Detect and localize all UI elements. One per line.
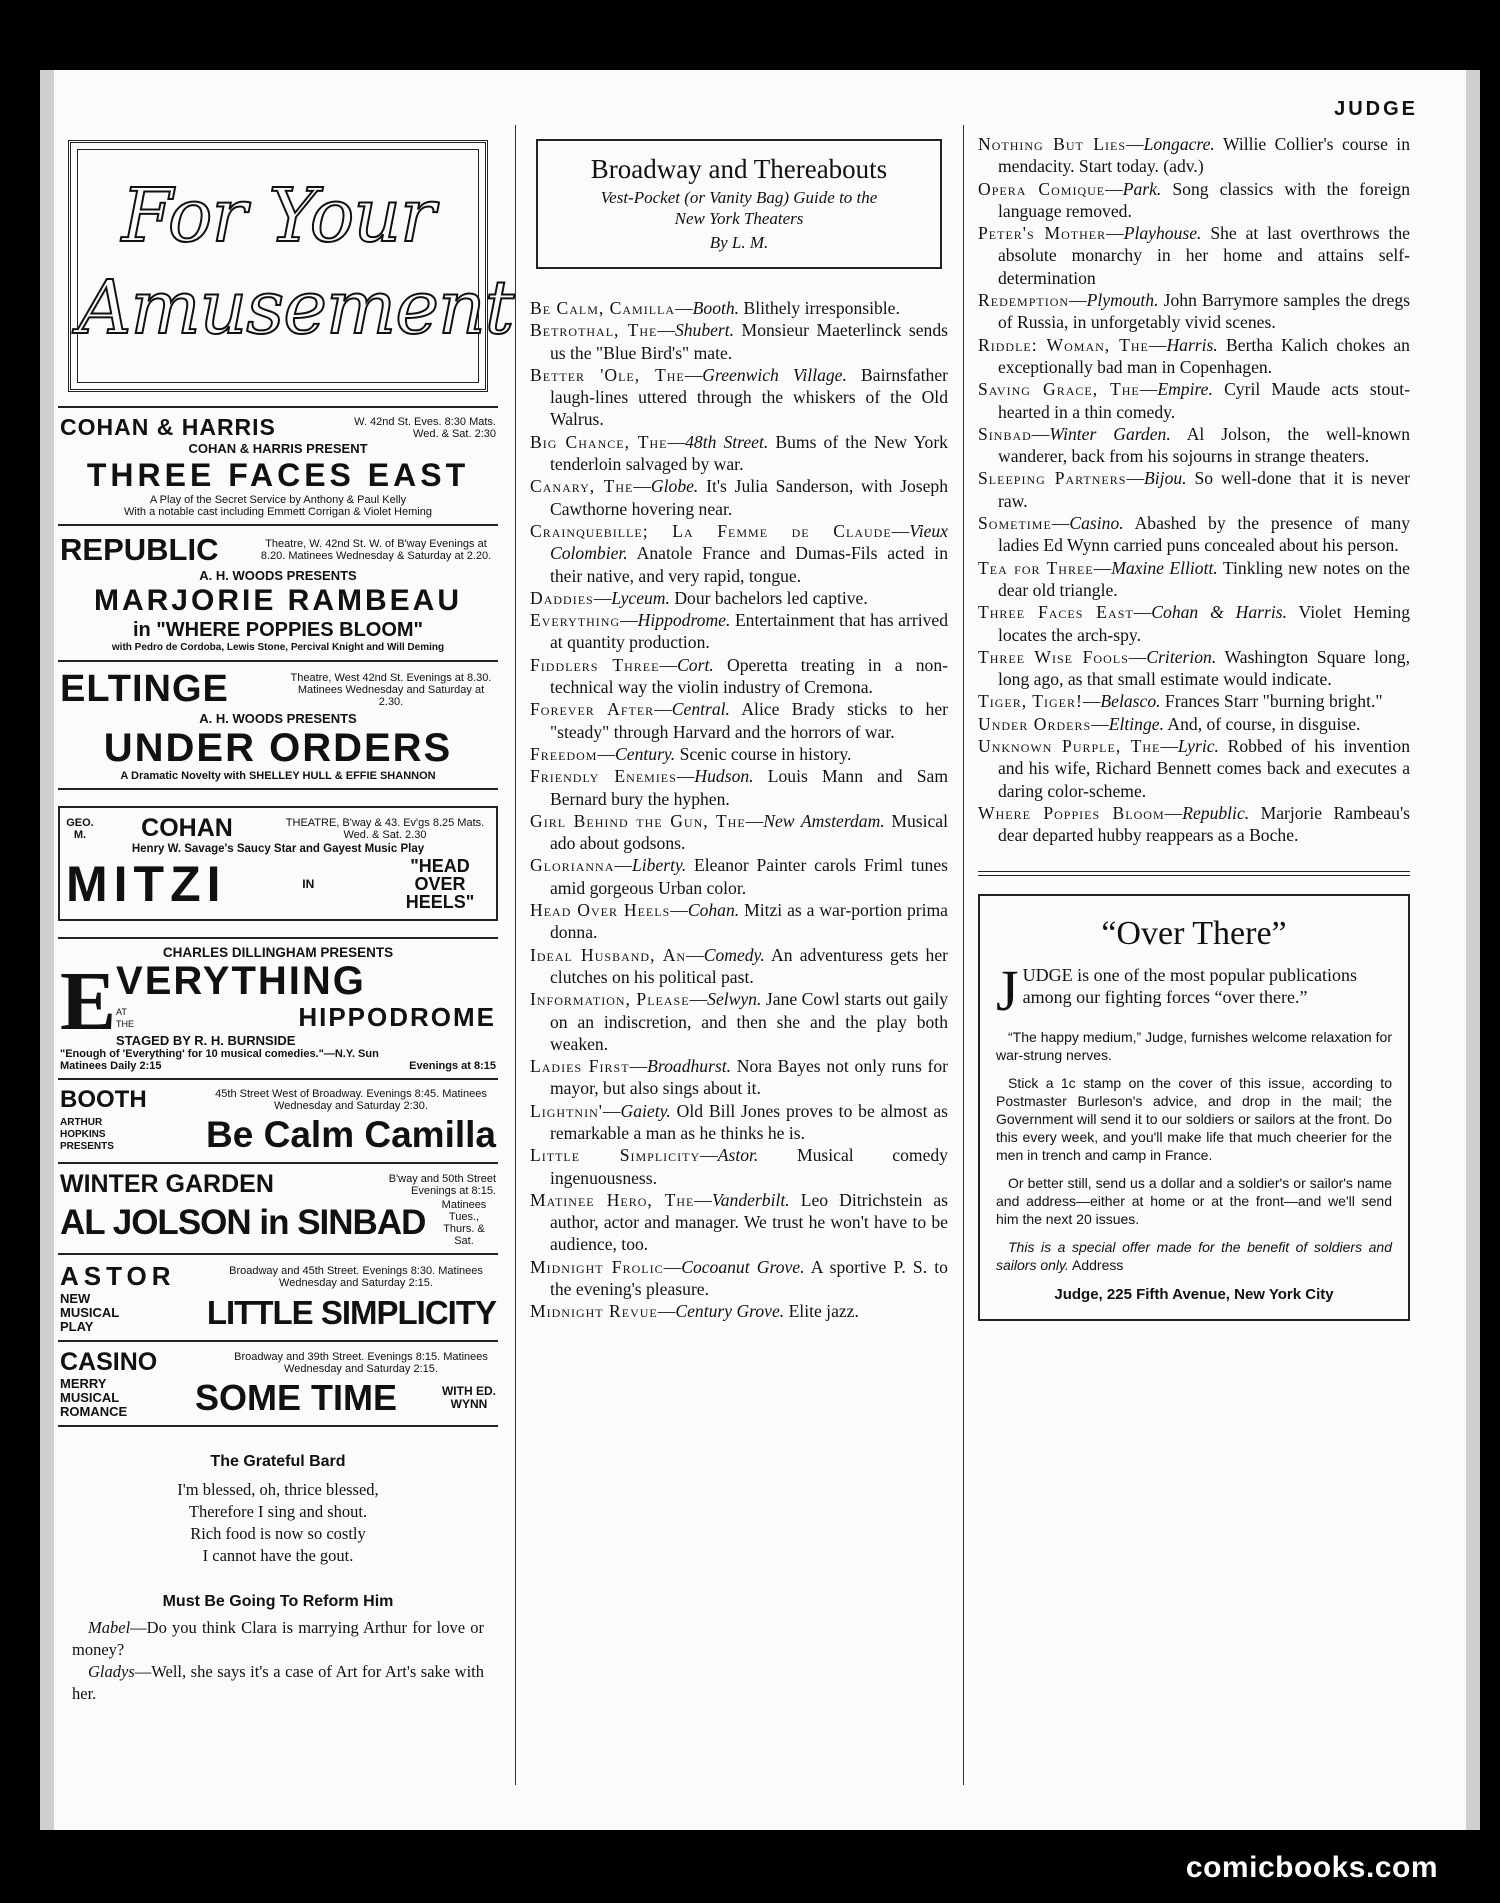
entry-theater: Central. (671, 699, 730, 720)
entry-theater: Winter Garden. (1049, 423, 1171, 444)
ad-matinees: Matinees Daily 2:15 (60, 1060, 162, 1072)
ad-quote: "Enough of 'Everything' for 10 musical comedies."—N.Y. Sun (60, 1048, 379, 1060)
guide-entry: Redemption—Plymouth. John Barrymore samples the dregs of Russia, in unforgetably vivid scenes. (978, 290, 1410, 333)
entry-theater: Vanderbilt. (711, 1189, 790, 1210)
joke-speaker: Mabel (88, 1618, 131, 1637)
entry-review: John Barrymore samples the dregs of Russia, in unforgetably vivid scenes. (998, 290, 1410, 333)
ad-play: THREE FACES EAST (86, 457, 470, 493)
entry-play-name: Opera Comique (978, 178, 1106, 199)
entry-review: It's Julia Sanderson, with Joseph Cawthorne hovering near. (550, 476, 948, 519)
entry-play-name: Midnight Revue (530, 1301, 658, 1322)
entry-review: And, of course, in disguise. (1167, 713, 1361, 734)
entry-theater: Vieux Colombier. (550, 520, 948, 564)
ad-booth (58, 1078, 498, 1162)
ad-desc: A Play of the Secret Service by Anthony & Paul Kelly (149, 494, 407, 506)
guide-entry: Matinee Hero, The—Vanderbilt. Leo Ditrichstein as author, actor and manager. We trust he won't have to be audience, too. (530, 1189, 948, 1255)
entry-play-name: Everything (530, 610, 621, 631)
double-rule (978, 871, 1410, 876)
entry-play-name: Big Chance, The (530, 431, 668, 452)
guide-entry: Unknown Purple, The—Lyric. Robbed of his invention and his wife, Richard Bennett comes back and executes a daring color-scheme. (978, 736, 1410, 801)
entry-theater: Hippodrome. (637, 610, 731, 631)
entry-review: Al Jolson, the well-known wanderer, back from his sojourns in strange theaters. (998, 423, 1410, 467)
guide-entry: Sleeping Partners—Bijou. So well-done that it is never raw. (978, 468, 1411, 511)
entry-play-name: Glorianna (530, 855, 615, 876)
ad-info: 45th Street West of Broadway. Evenings 8:45. Matinees Wednesday and Saturday 2:30. (215, 1088, 487, 1112)
guide-entry: Big Chance, The—48th Street. Bums of the New York tenderloin salvaged by war. (530, 431, 948, 475)
ad-astor (58, 1253, 498, 1340)
entry-theater: Selwyn. (707, 989, 762, 1010)
joke-speaker: Gladys (88, 1662, 135, 1681)
ad-evenings: Evenings at 8:15 (409, 1060, 496, 1072)
entry-theater: Empire. (1157, 379, 1213, 400)
entry-play-name: Better 'Ole, The (530, 364, 685, 385)
ad-theater: ASTOR (60, 1261, 176, 1291)
entry-theater: 48th Street. (685, 431, 769, 452)
ad-play: SOME TIME (194, 1377, 397, 1418)
ad-theater: CASINO (60, 1348, 158, 1376)
entry-review: A sportive P. S. to the evening's pleasure. (550, 1256, 948, 1300)
entry-review: Abashed by the presence of many ladies Ed Wynn carried puns concealed about his person. (998, 513, 1410, 556)
guide-entry: Forever After—Central. Alice Brady sticks to her "steady" through Harvard and the horrors of war. (530, 699, 948, 742)
entry-play-name: Tea for Three (978, 557, 1094, 578)
entry-theater: Cohan & Harris. (1151, 602, 1287, 623)
entry-review: Eleanor Painter carols Friml tunes amid gorgeous Urban color. (550, 855, 948, 898)
entry-play-name: Ladies First (530, 1056, 630, 1077)
entry-review: Song classics with the foreign language removed. (998, 178, 1410, 221)
amusement-title-line2: Amusement (78, 265, 514, 351)
ad-info: Theatre, West 42nd St. Evenings at 8.30. Matinees Wednesday and Saturday at 2.30. (290, 671, 492, 708)
joke-line (72, 1661, 484, 1705)
entry-theater: Booth. (692, 298, 740, 318)
entry-review: Marjorie Rambeau's dear departed hubby reappears as a Boche. (998, 802, 1410, 846)
entry-review: Musical comedy ingenuousness. (550, 1145, 948, 1188)
entry-review: Nora Bayes not only runs for mayor, but also sings about it. (550, 1056, 948, 1099)
guide-entry: Tiger, Tiger!—Belasco. Frances Starr "burning bright." (978, 691, 1383, 712)
amusement-title-line1: For Your (121, 173, 435, 259)
guide-entry: Everything—Hippodrome. Entertainment that has arrived at quantity production. (530, 610, 948, 653)
entry-review: Musical ado about godsons. (550, 810, 948, 854)
ad-tag: MERRY MUSICAL ROMANCE (60, 1376, 128, 1419)
poem-title: The Grateful Bard (210, 1453, 346, 1470)
special-offer: This is a special offer made for the benefit of soldiers and sailors only. (996, 1238, 1392, 1273)
entry-play-name: Midnight Frolic (530, 1256, 664, 1277)
guide-entry: Riddle: Woman, The—Harris. Bertha Kalich chokes an exceptionally bad man in Copenhagen. (978, 334, 1410, 377)
guide-entry: Be Calm, Camilla—Booth. Blithely irresponsible. (530, 298, 900, 318)
entry-play-name: Freedom (530, 743, 598, 764)
entry-review: Tinkling new notes on the dear old triangle. (998, 557, 1410, 600)
entry-theater: Longacre. (1143, 134, 1215, 154)
ad-info: THEATRE, B'way & 43. Ev'gs 8.25 Mats. Wed. & Sat. 2.30 (285, 816, 485, 841)
ad-hippodrome (58, 937, 498, 1078)
ad-info: B'way and 50th Street Evenings at 8:15. (388, 1172, 496, 1197)
ad-presents: A. H. WOODS PRESENTS (199, 711, 357, 726)
over-there-paragraph: Stick a 1c stamp on the cover of this issue, according to Postmaster Burleson's advice, and drop in the mail; the Government will send it to our soldiers or sailors at the front. Do this every week, and you'll make life that much cheerier for the men in trench and camp in France. (996, 1074, 1392, 1163)
ad-theater: COHAN & HARRIS (60, 414, 276, 440)
ad-play: LITTLE SIMPLICITY (206, 1294, 496, 1331)
entry-play-name: Sleeping Partners (978, 468, 1127, 489)
entry-theater: Park. (1122, 178, 1162, 199)
guide-entries (530, 297, 948, 1323)
entry-review: Frances Starr "burning bright." (1164, 691, 1383, 712)
entry-play-name: Saving Grace, The (978, 379, 1140, 400)
entry-theater: Republic. (1182, 802, 1250, 823)
ad-theater: REPUBLIC (60, 532, 219, 567)
entry-play-name: Betrothal, The (530, 320, 658, 341)
ad-staged: STAGED BY R. H. BURNSIDE (116, 1033, 296, 1048)
entry-review: Mitzi as a war-portion prima donna. (550, 900, 948, 943)
entry-review: An adventuress gets her clutches on his political past. (550, 944, 948, 987)
ad-info: Theatre, W. 42nd St. W. of B'way Evenings at 8.20. Matinees Wednesday & Saturday at 2.20. (260, 538, 492, 562)
poem-line: I cannot have the gout. (202, 1546, 354, 1565)
entry-play-name: Crainquebille; La Femme de Claude (530, 520, 892, 541)
ad-play: in "WHERE POPPIES BLOOM" (132, 619, 424, 641)
entry-review: Scenic course in history. (679, 743, 852, 764)
entry-theater: Lyric. (1177, 736, 1219, 757)
entry-theater: Century. (615, 743, 676, 764)
ad-info: W. 42nd St. Eves. 8:30 Mats. Wed. & Sat. 2:30 (354, 415, 496, 440)
poem-line: Therefore I sing and shout. (188, 1502, 368, 1521)
entry-theater: Lyceum. (611, 587, 670, 608)
entry-theater: Eltinge. (1108, 713, 1164, 734)
guide-entry: Under Orders—Eltinge. And, of course, in disguise. (978, 713, 1361, 734)
entry-play-name: Little Simplicity (530, 1145, 701, 1166)
ad-with: WITH ED. WYNN (441, 1384, 496, 1411)
entry-play-name: Daddies (530, 587, 594, 608)
poem (58, 1451, 498, 1567)
entry-play-name: Peter's Mother (978, 223, 1107, 244)
guide-entry: Tea for Three—Maxine Elliott. Tinkling new notes on the dear old triangle. (978, 557, 1410, 600)
guide-entry: Canary, The—Globe. It's Julia Sanderson, with Joseph Cawthorne hovering near. (530, 476, 948, 519)
amusement-column (58, 125, 514, 1705)
entry-theater: Bijou. (1144, 468, 1187, 489)
ad-in: IN (302, 877, 315, 891)
guide-entry: Saving Grace, The—Empire. Cyril Maude acts stout-hearted in a thin comedy. (978, 379, 1410, 422)
entry-review: Monsieur Maeterlinck sends us the "Blue Bird's" mate. (550, 320, 948, 363)
entry-theater: Comedy. (703, 944, 765, 965)
entry-theater: Playhouse. (1123, 223, 1202, 244)
ad-play: AL JOLSON in SINBAD (60, 1203, 426, 1242)
entry-theater: Cocoanut Grove. (681, 1256, 805, 1277)
over-there-paragraph: “The happy medium,” Judge, furnishes welcome relaxation for war-strung nerves. (996, 1028, 1392, 1063)
entry-play-name: Three Wise Fools (978, 646, 1129, 667)
guide-title: Broadway and Thereabouts (590, 154, 888, 184)
ad-matinees: Matinees Tues., Thurs. & Sat. (441, 1199, 487, 1247)
guide-entry: Three Wise Fools—Criterion. Washington Square long, long ago, as that small estimate would indicate. (978, 646, 1410, 690)
ad-geo: GEO. M. (66, 816, 94, 841)
entry-theater: Plymouth. (1086, 290, 1159, 311)
entry-play-name: Sometime (978, 513, 1052, 534)
guide-entry: Sinbad—Winter Garden. Al Jolson, the well-known wanderer, back from his sojourns in strange theaters. (978, 423, 1410, 467)
entry-play-name: Redemption (978, 290, 1070, 311)
joke-text: —Do you think Clara is marrying Arthur for love or money? (72, 1618, 484, 1659)
ad-casino (58, 1340, 498, 1427)
ad-presents: A. H. WOODS PRESENTS (199, 568, 357, 583)
guide-entry: Glorianna—Liberty. Eleanor Painter carols Friml tunes amid gorgeous Urban color. (530, 855, 948, 898)
ad-winter-garden (58, 1162, 498, 1253)
guide-entry: Midnight Revue—Century Grove. Elite jazz. (530, 1301, 859, 1322)
ad-eltinge (58, 660, 498, 788)
entry-play-name: Tiger, Tiger! (978, 691, 1083, 712)
guide-entry: Friendly Enemies—Hudson. Louis Mann and Sam Bernard bury the hyphen. (530, 766, 949, 809)
ad-tag: NEW MUSICAL PLAY (60, 1291, 119, 1334)
joke-title: Must Be Going To Reform Him (162, 1593, 394, 1610)
address-label: Address (1072, 1256, 1124, 1273)
entry-theater: Casino. (1069, 513, 1124, 534)
entry-play-name: Information, Please (530, 989, 690, 1010)
guide-entry: Ideal Husband, An—Comedy. An adventuress gets her clutches on his political past. (530, 944, 948, 987)
ad-play: Be Calm Camilla (206, 1114, 496, 1155)
guide-entry: Information, Please—Selwyn. Jane Cowl starts out gaily on an indiscretion, and then she and the play both weaken. (530, 989, 949, 1054)
amusement-title-box (68, 140, 514, 392)
ad-cohan (58, 788, 498, 937)
entry-review: Dour bachelors led captive. (674, 587, 868, 608)
guide-entry: Nothing But Lies—Longacre. Willie Collier's course in mendacity. Start today. (adv.) (978, 134, 1410, 177)
entry-play-name: Where Poppies Bloom (978, 802, 1165, 823)
ad-initial: E (60, 955, 117, 1048)
entry-review: Bertha Kalich chokes an exceptionally bad man in Copenhagen. (998, 334, 1410, 377)
entry-theater: Broadhurst. (647, 1056, 732, 1077)
entry-theater: Belasco. (1100, 691, 1161, 712)
entry-theater: Greenwich Village. (702, 364, 847, 385)
entry-review: Leo Ditrichstein as author, actor and manager. We trust he won't have to be audience, too. (550, 1189, 948, 1255)
entry-theater: Century Grove. (675, 1301, 785, 1322)
ad-theater: ELTINGE (60, 668, 229, 710)
masthead: JUDGE (1334, 98, 1418, 120)
entry-theater: Globe. (650, 476, 699, 497)
guide-column (530, 125, 948, 1323)
entry-play-name: Girl Behind the Gun, The (530, 810, 746, 831)
entry-play-name: Matinee Hero, The (530, 1189, 695, 1210)
ad-star: MITZI (66, 856, 227, 912)
joke (58, 1593, 498, 1705)
column-rule-2 (963, 125, 964, 1785)
entry-review: Bairnsfather laugh-lines uttered through the whiskers of the Old Walrus. (550, 364, 948, 430)
guide-entries (978, 133, 1410, 847)
guide-byline: By L. M. (709, 233, 769, 252)
over-there-title: “Over There” (1101, 914, 1287, 952)
guide-entry: Betrothal, The—Shubert. Monsieur Maeterlinck sends us the "Blue Bird's" mate. (530, 320, 948, 363)
entry-theater: Harris. (1166, 334, 1218, 355)
ad-play: "HEAD OVER HEELS" (405, 856, 475, 912)
drop-cap: J (996, 957, 1019, 1023)
ad-cast: with Pedro de Cordoba, Lewis Stone, Percival Knight and Will Deming (111, 642, 445, 653)
entry-theater: Astor. (717, 1145, 759, 1166)
entry-review: Washington Square long, long ago, as that small estimate would indicate. (998, 646, 1410, 690)
entry-theater: Criterion. (1146, 646, 1217, 667)
entry-play-name: Forever After (530, 699, 655, 720)
page-left-edge (40, 70, 54, 1830)
guide-entry: Little Simplicity—Astor. Musical comedy ingenuousness. (530, 1145, 948, 1188)
ad-presents: ARTHUR HOPKINS PRESENTS (60, 1117, 114, 1152)
joke-text: —Well, she says it's a case of Art for Art's sake with her. (72, 1662, 484, 1703)
guide-entry: Better 'Ole, The—Greenwich Village. Bairnsfather laugh-lines uttered through the whiskers of the Old Walrus. (530, 364, 948, 430)
ad-word: VERYTHING (116, 959, 366, 1003)
entry-review: Violet Heming locates the arch-spy. (998, 602, 1411, 645)
entry-theater: Shubert. (674, 320, 735, 341)
entry-review: Louis Mann and Sam Bernard bury the hyphen. (550, 766, 949, 809)
poem-line: Rich food is now so costly (190, 1524, 366, 1543)
entry-review: Operetta treating in a non-technical way the violin industry of Cremona. (550, 654, 949, 698)
column-rule-1 (515, 125, 516, 1785)
ad-info: Broadway and 45th Street. Evenings 8:30. Matinees Wednesday and Saturday 2:15. (229, 1264, 483, 1289)
entry-theater: Liberty. (631, 855, 687, 876)
guide-entry: Ladies First—Broadhurst. Nora Bayes not only runs for mayor, but also sings about it. (530, 1056, 948, 1099)
entry-play-name: Canary, The (530, 476, 634, 497)
page-right-edge (1466, 70, 1480, 1830)
entry-play-name: Be Calm, Camilla (530, 298, 676, 318)
poem-line: I'm blessed, oh, thrice blessed, (177, 1480, 379, 1499)
guide-entry: Midnight Frolic—Cocoanut Grove. A sportive P. S. to the evening's pleasure. (530, 1256, 948, 1300)
ad-theater: BOOTH (60, 1086, 147, 1113)
entry-review: So well-done that it is never raw. (998, 468, 1411, 511)
over-there-ad (978, 894, 1410, 1321)
entry-play-name: Three Faces East (978, 602, 1134, 623)
over-there-lead: UDGE is one of the most popular publications among our fighting forces “over there.” (1022, 964, 1358, 1007)
ad-republic (58, 524, 498, 660)
ad-cast: With a notable cast including Emmett Corrigan & Violet Heming (124, 506, 432, 518)
guide-entry: Opera Comique—Park. Song classics with the foreign language removed. (978, 178, 1410, 221)
ad-star: MARJORIE RAMBEAU (93, 584, 462, 617)
guide-entry: Three Faces East—Cohan & Harris. Violet Heming locates the arch-spy. (978, 602, 1411, 645)
guide-entry: Crainquebille; La Femme de Claude—Vieux Colombier. Anatole France and Dumas-Fils acted in their native, and very rapid, tongue. (530, 520, 948, 586)
ad-cohan-harris (58, 406, 498, 524)
ad-theater: WINTER GARDEN (60, 1170, 274, 1198)
entry-theater: Maxine Elliott. (1111, 557, 1218, 578)
ad-desc: Henry W. Savage's Saucy Star and Gayest Music Play (131, 843, 425, 855)
over-there-address: Judge, 225 Fifth Avenue, New York City (1054, 1285, 1334, 1303)
entry-review: Alice Brady sticks to her "steady" through Harvard and the horrors of war. (550, 699, 948, 742)
guide-entry: Girl Behind the Gun, The—New Amsterdam. Musical ado about godsons. (530, 810, 948, 854)
guide-entry: Freedom—Century. Scenic course in history. (530, 743, 852, 764)
guide-entry: Lightnin'—Gaiety. Old Bill Jones proves to be almost as remarkable a man as he thinks he is. (530, 1100, 948, 1143)
entry-play-name: Unknown Purple, The (978, 736, 1161, 757)
ad-place: HIPPODROME (298, 1002, 496, 1032)
guide-title-box (536, 139, 942, 269)
ad-presents: COHAN & HARRIS PRESENT (188, 441, 368, 456)
entry-play-name: Lightnin' (530, 1100, 603, 1121)
guide-entry: Peter's Mother—Playhouse. She at last overthrows the absolute monarchy in her home and attains self-determination (978, 223, 1410, 288)
entry-play-name: Riddle: Woman, The (978, 334, 1149, 355)
entry-review: Jane Cowl starts out gaily on an indiscretion, and then she and the play both weaken. (550, 989, 949, 1054)
entry-play-name: Under Orders (978, 713, 1092, 734)
entry-theater: Cort. (677, 654, 714, 675)
entry-play-name: Ideal Husband, An (530, 944, 687, 965)
ad-info: Broadway and 39th Street. Evenings 8:15. Matinees Wednesday and Saturday 2:15. (234, 1350, 488, 1375)
guide-subtitle: Vest-Pocket (or Vanity Bag) Guide to the New York Theaters (600, 188, 878, 228)
guide-entry: Where Poppies Bloom—Republic. Marjorie Rambeau's dear departed hubby reappears as a Boche. (978, 802, 1410, 846)
entry-review: She at last overthrows the absolute monarchy in her home and attains self-determination (998, 223, 1410, 288)
entry-review: Robbed of his invention and his wife, Richard Bennett comes back and executes a daring color-scheme. (998, 736, 1410, 801)
entry-review: Old Bill Jones proves to be almost as remarkable a man as he thinks he is. (550, 1100, 948, 1143)
entry-review: Blithely irresponsible. (743, 298, 900, 318)
joke-line (72, 1617, 484, 1661)
entry-play-name: Head Over Heels (530, 900, 671, 921)
over-there-paragraph: Or better still, send us a dollar and a soldier's or sailor's name and address—either at home or at the front—and we'll send him the next 20 issues. (996, 1174, 1392, 1227)
over-there-paragraph (996, 1238, 1392, 1274)
ad-theater: COHAN (141, 814, 233, 842)
entry-play-name: Friendly Enemies (530, 766, 677, 787)
entry-theater: Cohan. (687, 900, 740, 921)
entry-review: Anatole France and Dumas-Fils acted in their native, and very rapid, tongue. (550, 543, 948, 586)
guide-entry: Head Over Heels—Cohan. Mitzi as a war-portion prima donna. (530, 900, 948, 943)
entry-theater: Gaiety. (620, 1100, 671, 1121)
entry-play-name: Nothing But Lies (978, 134, 1127, 154)
entry-review: Elite jazz. (788, 1301, 859, 1322)
ad-at: AT THE (116, 1006, 135, 1029)
entry-play-name: Sinbad (978, 423, 1032, 444)
ad-desc: A Dramatic Novelty with SHELLEY HULL & EFFIE SHANNON (120, 770, 436, 782)
watermark: comicbooks.com (1185, 1851, 1438, 1884)
guide-entry: Sometime—Casino. Abashed by the presence of many ladies Ed Wynn carried puns concealed about his person. (978, 513, 1410, 556)
entry-theater: New Amsterdam. (763, 810, 885, 831)
entry-review: Entertainment that has arrived at quantity production. (550, 610, 948, 653)
entry-review: Bums of the New York tenderloin salvaged by war. (550, 431, 948, 475)
guide-column-continued (978, 133, 1410, 1321)
ad-presents: CHARLES DILLINGHAM PRESENTS (162, 945, 394, 960)
entry-play-name: Fiddlers Three (530, 654, 660, 675)
guide-entry: Fiddlers Three—Cort. Operetta treating in a non-technical way the violin industry of Cremona. (530, 654, 949, 698)
ad-play: UNDER ORDERS (103, 726, 453, 770)
entry-review: Willie Collier's course in mendacity. Start today. (adv.) (998, 134, 1410, 177)
entry-theater: Hudson. (694, 766, 754, 787)
guide-entry: Daddies—Lyceum. Dour bachelors led captive. (530, 587, 868, 608)
entry-review: Cyril Maude acts stout-hearted in a thin comedy. (998, 379, 1410, 422)
